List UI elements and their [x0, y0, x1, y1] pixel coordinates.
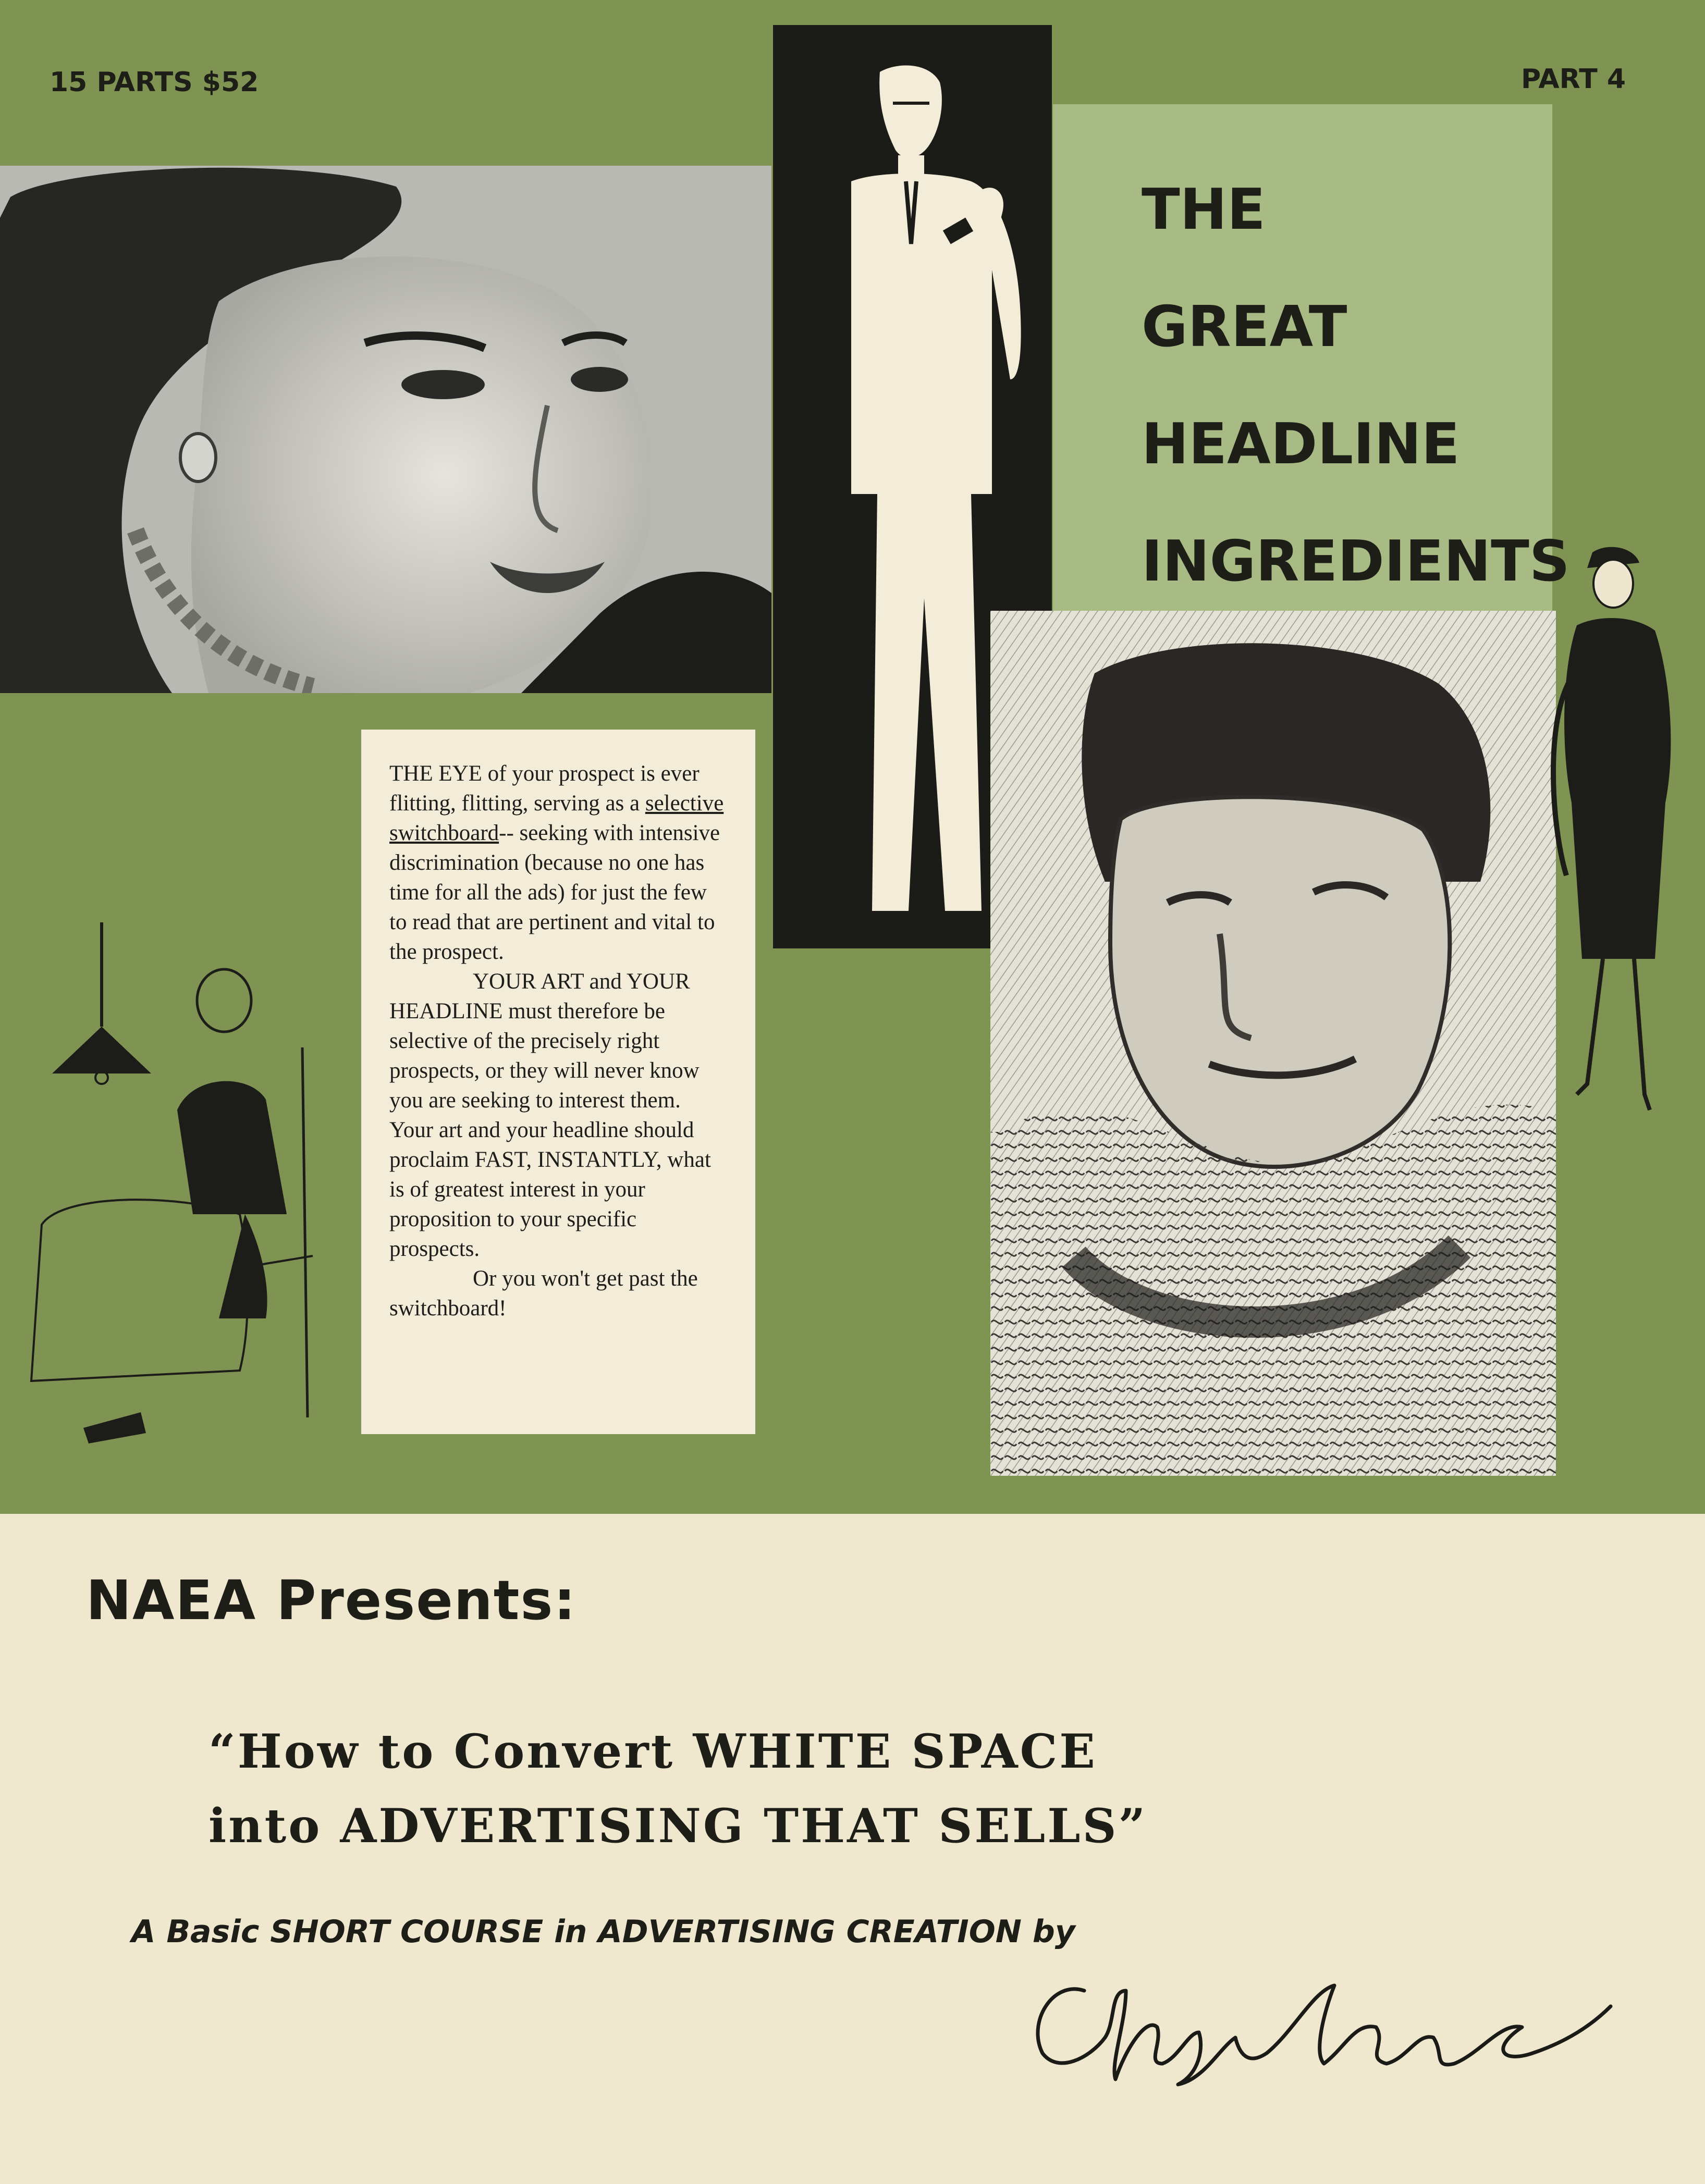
- course-title: [208, 1714, 1147, 1864]
- price-label: 15 PARTS $52: [50, 67, 259, 98]
- main-title: [1142, 151, 1570, 620]
- walking-woman-sketch: [1535, 542, 1686, 1131]
- body-text: THE EYE of your prospect is ever flitting, flitting, serving as a: [389, 761, 700, 816]
- body-copy-card: [361, 730, 755, 1434]
- woman-portrait-photo: [0, 166, 771, 693]
- body-text: -- seeking with intensive discrimination (because no one has time for all the ads) for just the few to read that are pertinent and vital to the prospect.: [389, 821, 720, 964]
- underlined-phrase: selective switchboard: [389, 791, 724, 845]
- title-line: THE: [1142, 177, 1266, 242]
- elderly-woman-etching: [990, 611, 1556, 1476]
- course-title-line: into ADVERTISING THAT SELLS”: [208, 1798, 1148, 1854]
- body-paragraph-1: [389, 759, 729, 967]
- body-paragraph-2: YOUR ART and YOUR HEADLINE must therefore be selective of the precisely right prospects, or they will never know you are seeking to interest them. Your art and your headline should proclaim FAST, INSTANTLY, what is of greatest interest in your proposition to your specific prospects.: [389, 969, 711, 1261]
- presents-heading: NAEA Presents:: [86, 1569, 576, 1632]
- signature: [1022, 1959, 1621, 2095]
- part-label: PART 4: [1521, 64, 1626, 95]
- title-line: INGREDIENTS: [1142, 529, 1570, 594]
- course-title-line: “How to Convert WHITE SPACE: [208, 1724, 1097, 1779]
- course-subtitle: A Basic SHORT COURSE in ADVERTISING CREATION by: [131, 1914, 1075, 1950]
- title-line: GREAT: [1142, 294, 1347, 360]
- body-paragraph-3: Or you won't get past the switchboard!: [389, 1266, 698, 1321]
- title-line: HEADLINE: [1142, 412, 1460, 477]
- knitting-woman-sketch: [21, 922, 334, 1449]
